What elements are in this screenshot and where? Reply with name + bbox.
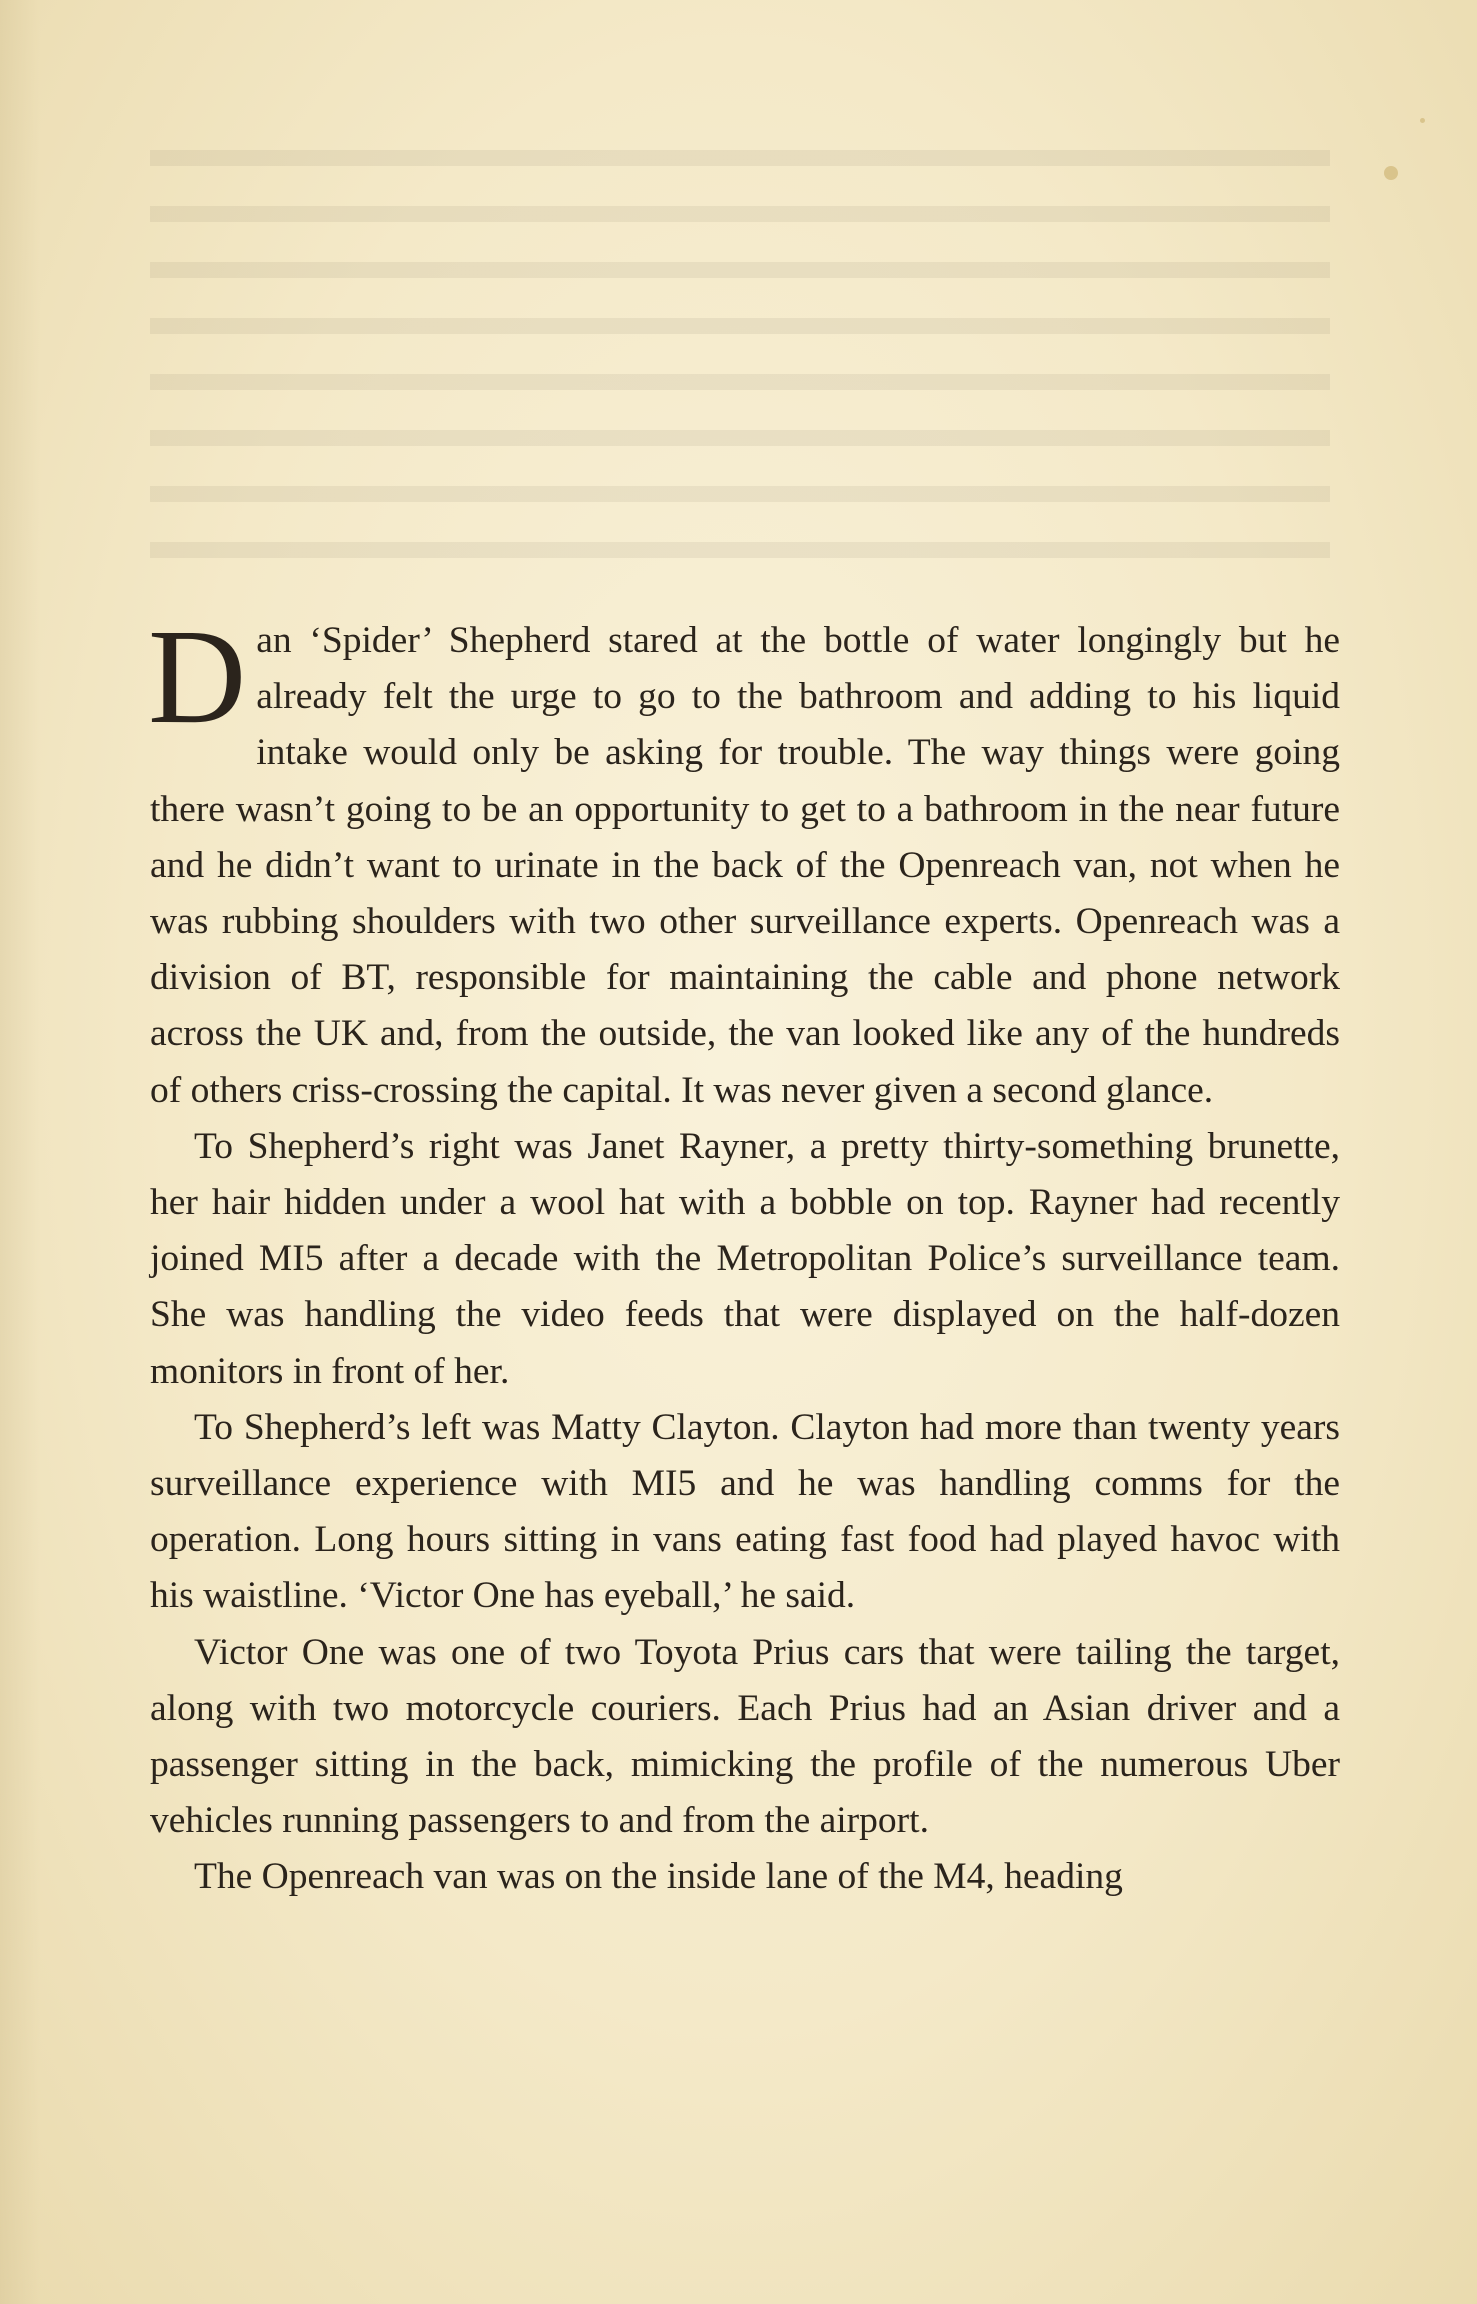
paragraph-2: To Shepherd’s right was Janet Rayner, a pretty thirty-something brunette, her hair hidden under a wool hat with a bobble on top. Rayner had recently joined MI5 after a decade with the Metropolitan Police’s surveillance team. She was handling the video feeds that were displayed on the half-dozen monitors in front of her. [150, 1125, 1340, 1392]
paper-speck [1384, 166, 1398, 180]
paragraph-1-text: an ‘Spider’ Shepherd stared at the bottle of water longingly but he already felt the urge to go to the bathroom and adding to his liquid intake would only be asking for trouble. The way things were going there wasn’t going to be an opportunity to get to a bathroom in the near future and he didn’t want to urinate in the back of the Openreach van, not when he was rubbing shoulders with two other surveillance experts. Openreach was a division of BT, responsible for maintaining the cable and phone network across the UK and, from the outside, the van looked like any of the hundreds of others criss-crossing the capital. It was never given a second glance. [150, 620, 1340, 1111]
paragraph-5: The Openreach van was on the inside lane of the M4, heading [194, 1856, 1123, 1898]
paragraph-4: Victor One was one of two Toyota Prius cars that were tailing the target, along with two motorcycle couriers. Each Prius had an Asian driver and a passenger sitting in the back, mimicking the profile of the numerous Uber vehicles running passengers to and from the airport. [150, 1631, 1340, 1842]
page-gutter-shadow [0, 0, 40, 2304]
paragraph-1 [148, 602, 1340, 1119]
paragraph-3: To Shepherd’s left was Matty Clayton. Clayton had more than twenty years surveillance experience with MI5 and he was handling comms for the operation. Long hours sitting in vans eating fast food had played havoc with his waistline. ‘Victor One has eyeball,’ he said. [150, 1406, 1340, 1617]
show-through-text [150, 150, 1330, 590]
chapter-text [148, 602, 1340, 1906]
drop-cap: D [148, 602, 247, 752]
paper-speck [1420, 118, 1425, 123]
